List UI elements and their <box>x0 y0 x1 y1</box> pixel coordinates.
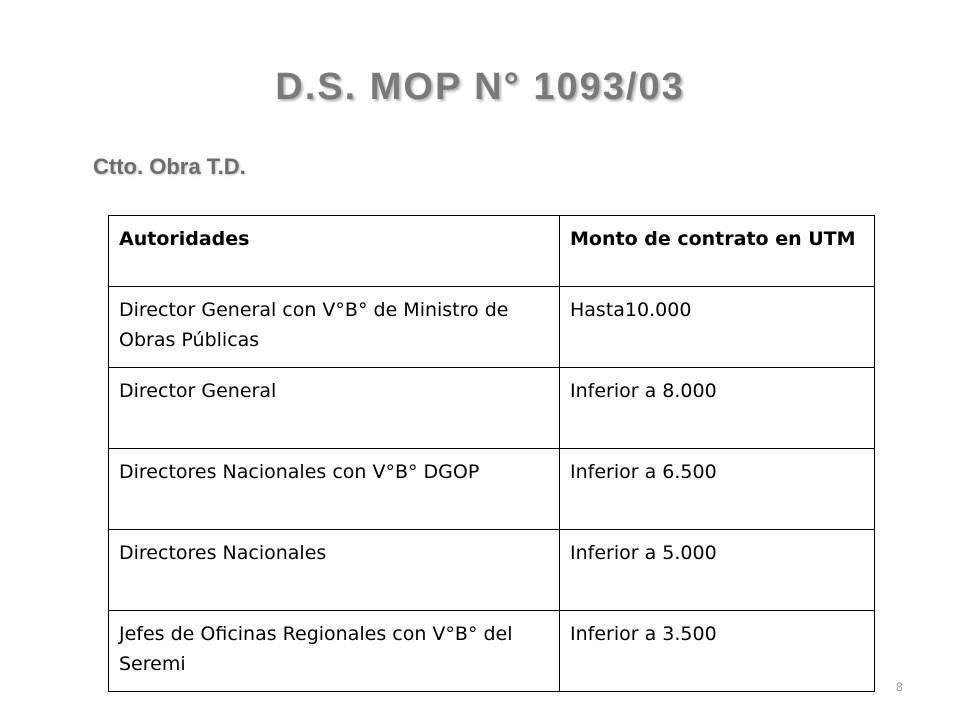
table-cell-amount: Inferior a 8.000 <box>560 368 875 449</box>
table-row <box>109 449 875 530</box>
table-header-row <box>109 216 875 287</box>
authority-table <box>108 215 875 692</box>
table-cell-authority: Director General <box>109 368 560 449</box>
table-cell-amount: Inferior a 6.500 <box>560 449 875 530</box>
slide-subtitle: Ctto. Obra T.D. <box>93 154 246 179</box>
column-header-authorities: Autoridades <box>109 216 560 287</box>
table-cell-authority: Directores Nacionales <box>109 530 560 611</box>
table-cell-amount: Inferior a 3.500 <box>560 611 875 692</box>
table-cell-authority: Director General con V°B° de Ministro de Obras Públicas <box>109 287 560 368</box>
table-cell-authority: Directores Nacionales con V°B° DGOP <box>109 449 560 530</box>
authority-table-container <box>108 215 874 692</box>
table-row <box>109 287 875 368</box>
table-row <box>109 368 875 449</box>
slide-title: D.S. MOP N° 1093/03 <box>275 66 685 108</box>
table-cell-authority: Jefes de Oficinas Regionales con V°B° del Seremi <box>109 611 560 692</box>
column-header-contract-amount: Monto de contrato en UTM <box>560 216 875 287</box>
table-row <box>109 530 875 611</box>
table-cell-amount: Inferior a 5.000 <box>560 530 875 611</box>
page-number: 8 <box>896 680 903 694</box>
table-row <box>109 611 875 692</box>
table-cell-amount: Hasta10.000 <box>560 287 875 368</box>
